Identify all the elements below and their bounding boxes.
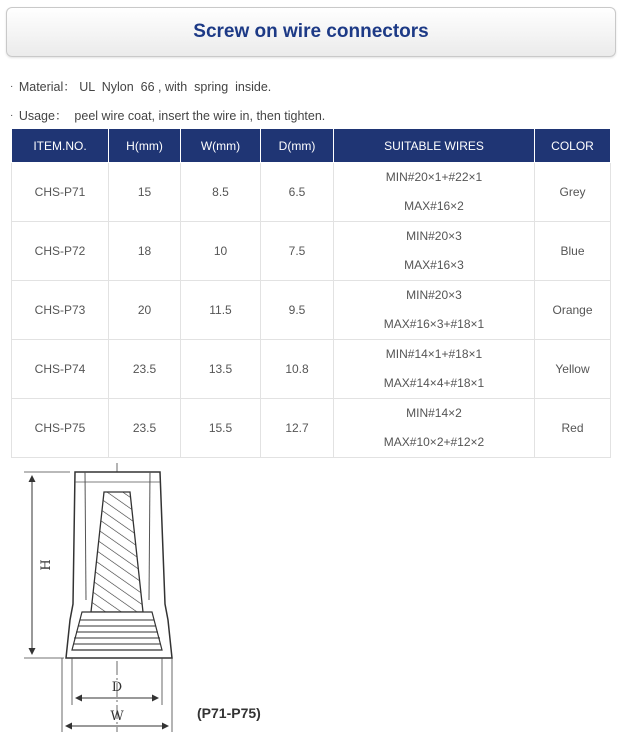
cell-d: 12.7 [261, 399, 334, 458]
cell-d: 6.5 [261, 163, 334, 222]
material-label: Material： [18, 80, 76, 94]
page-title: Screw on wire connectors [193, 21, 429, 42]
cell-d: 7.5 [261, 222, 334, 281]
cell-h: 18 [109, 222, 181, 281]
spec-table [11, 128, 611, 458]
h-label: H [39, 559, 54, 571]
wire-min: MIN#14×2 [406, 406, 462, 420]
header-item-no: ITEM.NO. [12, 129, 109, 163]
cell-w: 8.5 [181, 163, 261, 222]
header-color: COLOR [535, 129, 611, 163]
cell-color: Yellow [535, 340, 611, 399]
usage-value: peel wire coat, insert the wire in, then tighten. [74, 109, 326, 123]
header-w: W(mm) [181, 129, 261, 163]
drawing-caption: (P71-P75) [197, 705, 261, 721]
wire-max: MAX#16×3 [404, 258, 464, 272]
header-h: H(mm) [109, 129, 181, 163]
cell-item: CHS-P75 [12, 399, 109, 458]
usage-label: Usage： [18, 109, 68, 123]
cell-w: 11.5 [181, 281, 261, 340]
cell-wires [334, 340, 535, 399]
cell-wires [334, 281, 535, 340]
table-row [12, 163, 611, 222]
cell-h: 15 [109, 163, 181, 222]
wire-min: MIN#20×3 [406, 288, 462, 302]
w-label: W [110, 709, 124, 724]
wire-max: MAX#16×3+#18×1 [383, 317, 485, 331]
d-label: D [111, 680, 123, 695]
cell-w: 13.5 [181, 340, 261, 399]
wire-min: MIN#20×3 [406, 229, 462, 243]
cell-item: CHS-P72 [12, 222, 109, 281]
cell-d: 9.5 [261, 281, 334, 340]
table-row [12, 340, 611, 399]
cell-color: Blue [535, 222, 611, 281]
title-banner [6, 7, 616, 57]
cell-h: 23.5 [109, 340, 181, 399]
cell-color: Orange [535, 281, 611, 340]
cell-h: 20 [109, 281, 181, 340]
material-line [10, 77, 271, 95]
connector-drawing [0, 456, 621, 738]
table-row [12, 222, 611, 281]
cell-color: Red [535, 399, 611, 458]
cell-item: CHS-P73 [12, 281, 109, 340]
cell-item: CHS-P74 [12, 340, 109, 399]
header-d: D(mm) [261, 129, 334, 163]
table-row [12, 281, 611, 340]
header-suitable-wires: SUITABLE WIRES [334, 129, 535, 163]
cell-color: Grey [535, 163, 611, 222]
usage-line [10, 106, 325, 124]
cell-wires [334, 222, 535, 281]
material-value: UL Nylon 66 , with spring inside. [79, 80, 272, 94]
cell-item: CHS-P71 [12, 163, 109, 222]
cell-w: 15.5 [181, 399, 261, 458]
wire-min: MIN#20×1+#22×1 [385, 170, 483, 184]
wire-min: MIN#14×1+#18×1 [385, 347, 483, 361]
cell-wires [334, 399, 535, 458]
cell-w: 10 [181, 222, 261, 281]
wire-max: MAX#10×2+#12×2 [383, 435, 485, 449]
bullet-dot: · [10, 110, 14, 121]
wire-max: MAX#16×2 [404, 199, 464, 213]
cell-d: 10.8 [261, 340, 334, 399]
table-header-row [12, 129, 611, 163]
bullet-dot: · [10, 81, 14, 92]
table-row [12, 399, 611, 458]
cell-h: 23.5 [109, 399, 181, 458]
cell-wires [334, 163, 535, 222]
wire-max: MAX#14×4+#18×1 [383, 376, 485, 390]
